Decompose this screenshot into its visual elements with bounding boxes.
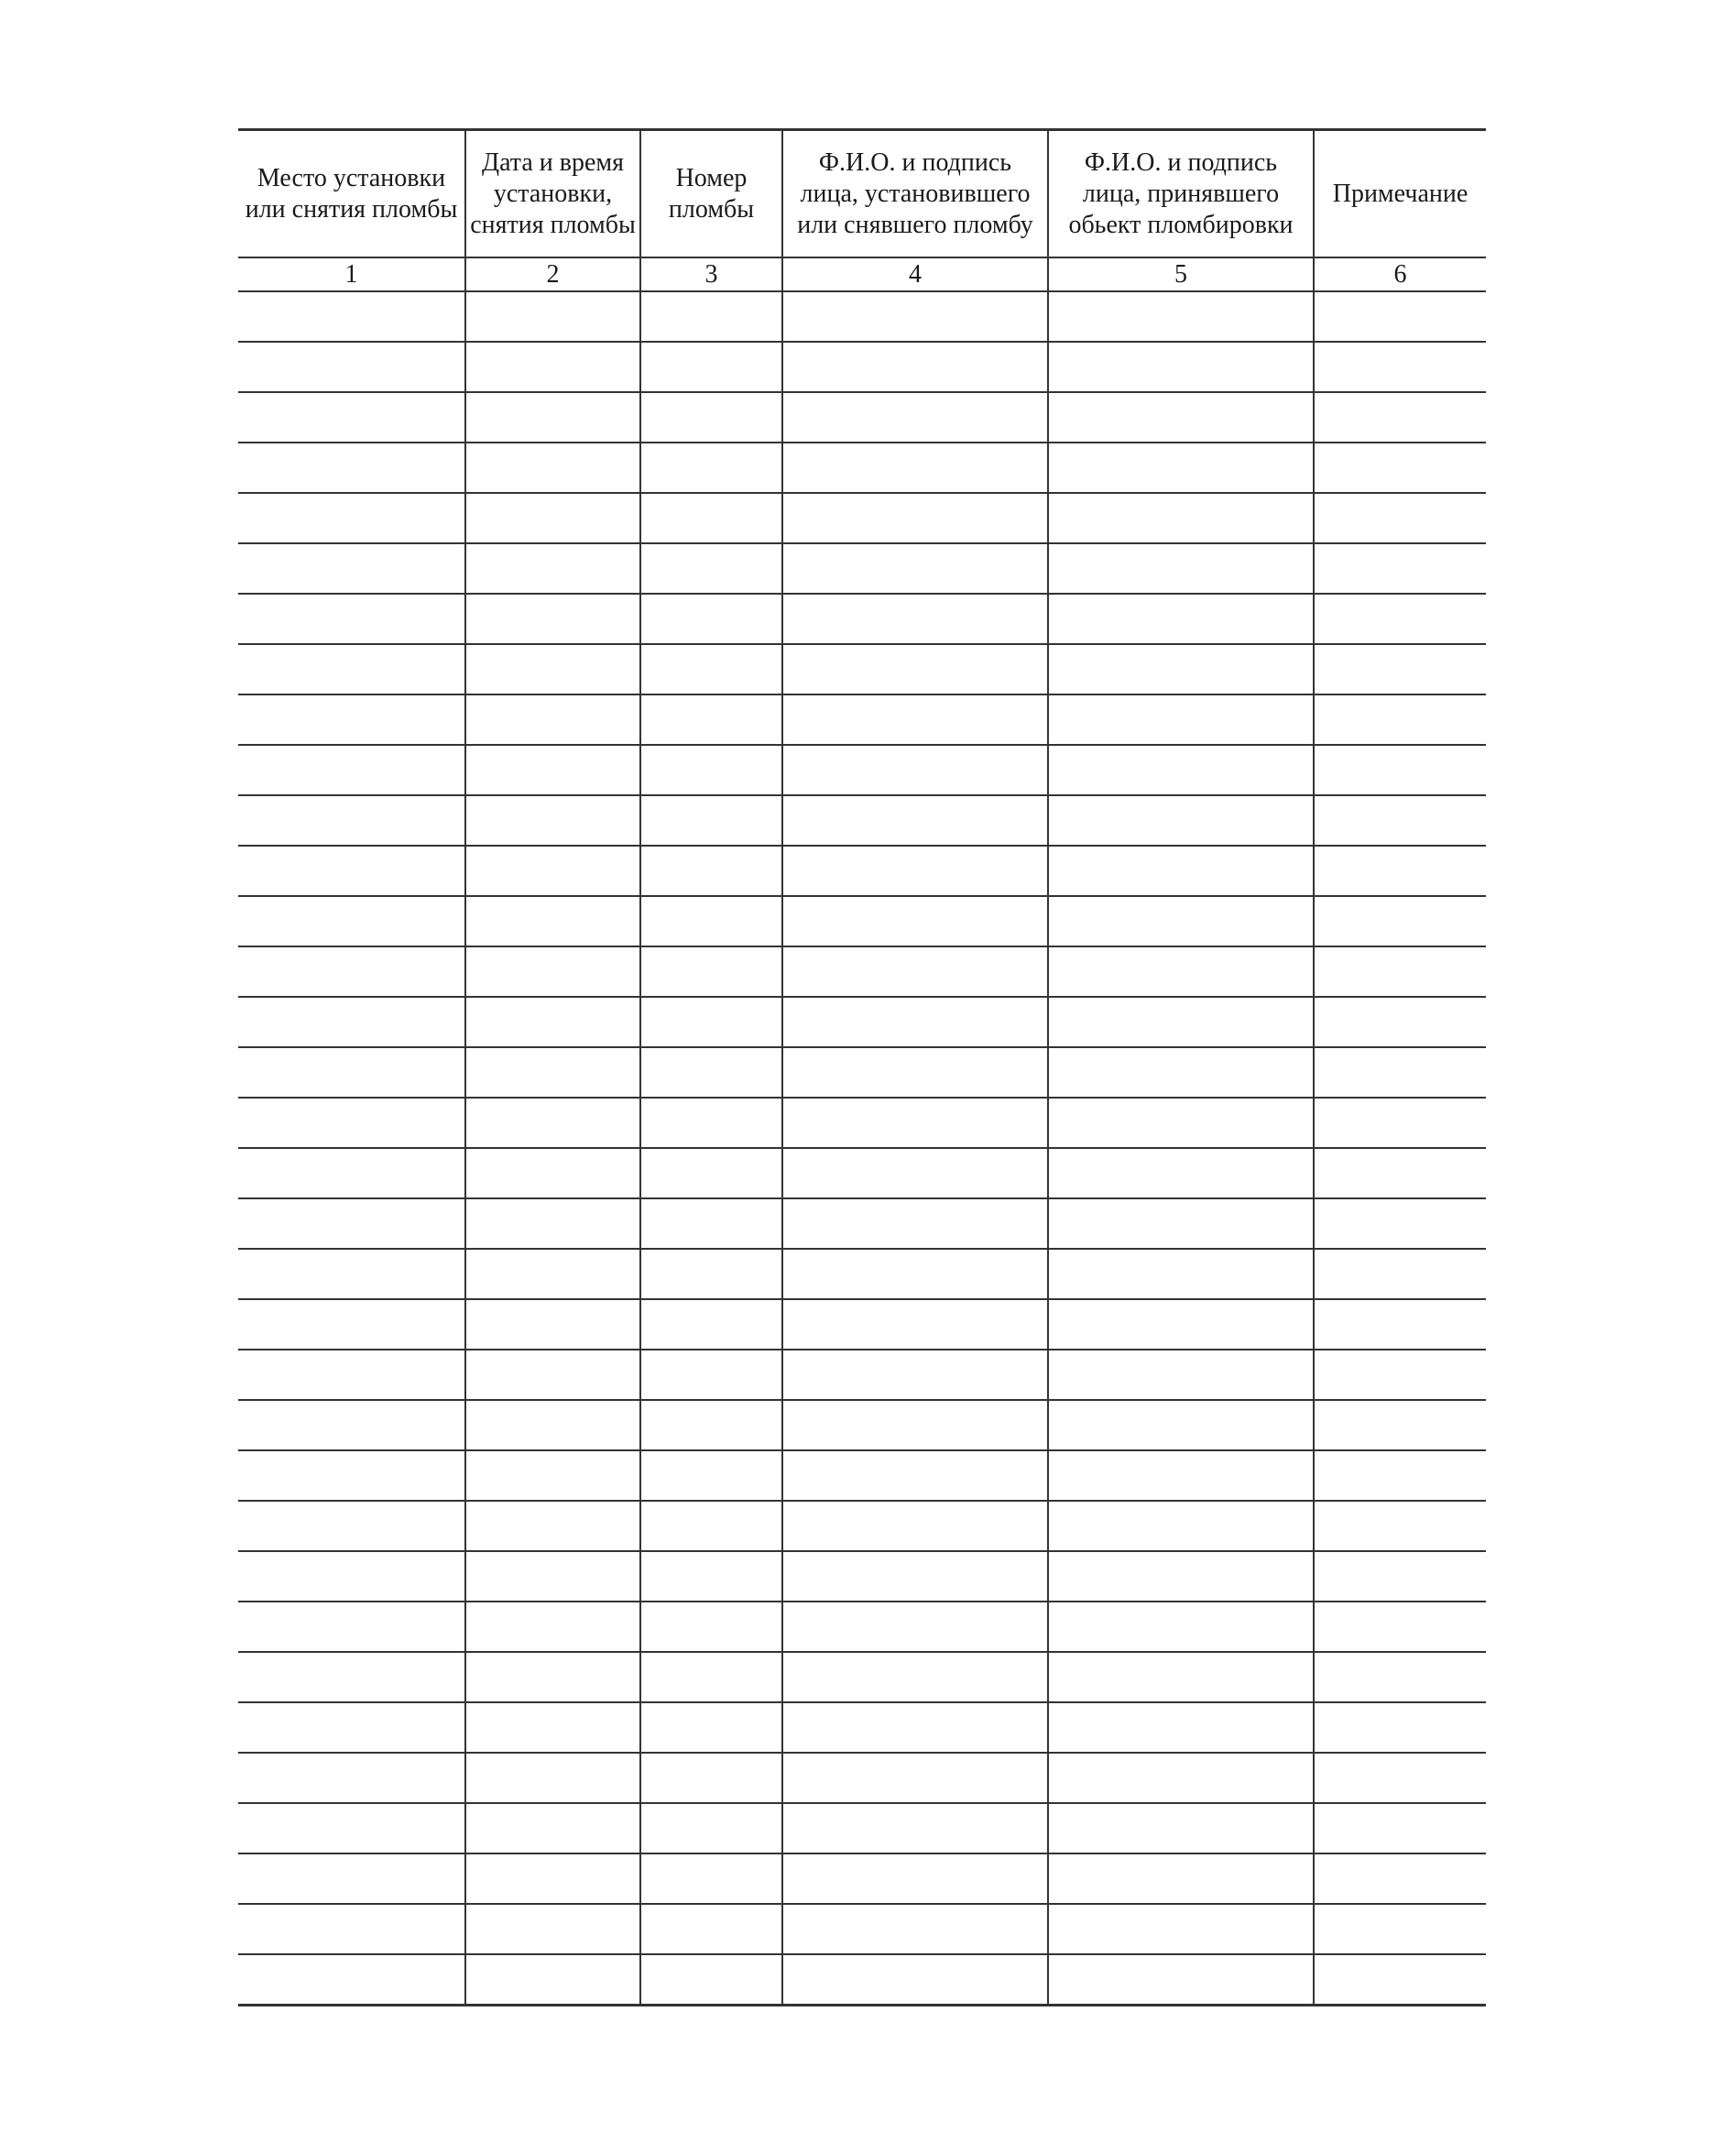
table-cell (640, 1350, 782, 1400)
table-cell (1048, 392, 1314, 443)
table-cell (1048, 946, 1314, 997)
table-cell (1314, 997, 1486, 1047)
table-cell (465, 1148, 640, 1198)
table-cell (782, 745, 1048, 795)
column-number: 6 (1314, 257, 1486, 291)
table-cell (465, 543, 640, 594)
table-cell (1314, 594, 1486, 644)
table-cell (238, 1047, 465, 1098)
table-row (238, 594, 1486, 644)
table-cell (1048, 1400, 1314, 1450)
table-cell (640, 1148, 782, 1198)
table-cell (782, 997, 1048, 1047)
table-cell (640, 1853, 782, 1904)
table-cell (782, 1299, 1048, 1350)
table-cell (782, 846, 1048, 896)
table-cell (782, 1954, 1048, 2006)
table-cell (465, 896, 640, 946)
table-cell (782, 1148, 1048, 1198)
table-cell (782, 443, 1048, 493)
table-cell (465, 745, 640, 795)
table-cell (640, 1551, 782, 1602)
table-cell (782, 493, 1048, 543)
table-cell (1048, 1954, 1314, 2006)
table-cell (1314, 896, 1486, 946)
header-receiver: Ф.И.О. и подпись лица, принявшего обьект пломбировки (1048, 130, 1314, 258)
table-cell (782, 1702, 1048, 1753)
table-cell (465, 594, 640, 644)
seal-log-table (238, 128, 1486, 2006)
table-cell (1048, 594, 1314, 644)
table-cell (238, 1551, 465, 1602)
table-cell (640, 291, 782, 342)
table-cell (640, 543, 782, 594)
table-cell (782, 1803, 1048, 1853)
table-cell (465, 946, 640, 997)
table-cell (238, 946, 465, 997)
table-cell (465, 1904, 640, 1954)
table-cell (640, 694, 782, 745)
table-cell (782, 896, 1048, 946)
table-row (238, 1350, 1486, 1400)
table-cell (1048, 1602, 1314, 1652)
table-cell (465, 1652, 640, 1702)
table-row (238, 997, 1486, 1047)
table-cell (1048, 745, 1314, 795)
table-row (238, 644, 1486, 694)
table-cell (1314, 493, 1486, 543)
table-cell (640, 896, 782, 946)
table-row (238, 1098, 1486, 1148)
header-datetime: Дата и время установки, снятия пломбы (465, 130, 640, 258)
column-number-row (238, 257, 1486, 291)
table-cell (1314, 443, 1486, 493)
table-cell (640, 342, 782, 392)
table-cell (782, 1047, 1048, 1098)
table-cell (238, 1602, 465, 1652)
table-row (238, 1904, 1486, 1954)
table-cell (465, 1299, 640, 1350)
table-cell (238, 846, 465, 896)
table-cell (1048, 1853, 1314, 1904)
table-cell (238, 896, 465, 946)
table-row (238, 1249, 1486, 1299)
table-cell (238, 1803, 465, 1853)
table-cell (782, 1501, 1048, 1551)
table-cell (1048, 493, 1314, 543)
table-cell (465, 1803, 640, 1853)
table-cell (465, 1198, 640, 1249)
table-cell (1314, 1400, 1486, 1450)
table-cell (465, 644, 640, 694)
table-row (238, 1450, 1486, 1501)
table-cell (1048, 1299, 1314, 1350)
table-cell (238, 1702, 465, 1753)
table-cell (782, 946, 1048, 997)
table-row (238, 1501, 1486, 1551)
table-cell (238, 1450, 465, 1501)
table-cell (640, 1198, 782, 1249)
table-cell (238, 1753, 465, 1803)
table-cell (640, 1803, 782, 1853)
column-number: 2 (465, 257, 640, 291)
table-cell (238, 1299, 465, 1350)
table-cell (1048, 443, 1314, 493)
table-cell (1048, 342, 1314, 392)
table-cell (238, 644, 465, 694)
table-cell (1048, 1098, 1314, 1148)
table-cell (1314, 644, 1486, 694)
table-cell (782, 1602, 1048, 1652)
table-cell (782, 342, 1048, 392)
table-body (238, 291, 1486, 2006)
table-cell (1314, 1803, 1486, 1853)
table-cell (1314, 1501, 1486, 1551)
table-cell (1048, 1501, 1314, 1551)
table-row (238, 392, 1486, 443)
table-cell (1048, 1652, 1314, 1702)
table-cell (465, 342, 640, 392)
table-row (238, 795, 1486, 846)
table-row (238, 1652, 1486, 1702)
table-cell (640, 644, 782, 694)
table-cell (1314, 1299, 1486, 1350)
table-cell (782, 1652, 1048, 1702)
table-cell (1048, 1904, 1314, 1954)
table-cell (782, 1753, 1048, 1803)
header-installer: Ф.И.О. и подпись лица, установившего или снявшего пломбу (782, 130, 1048, 258)
table-cell (238, 1904, 465, 1954)
table-cell (1314, 1904, 1486, 1954)
table-cell (238, 291, 465, 342)
table-cell (238, 1198, 465, 1249)
table-cell (465, 1753, 640, 1803)
table-cell (1314, 946, 1486, 997)
table-cell (465, 694, 640, 745)
table-cell (1314, 846, 1486, 896)
table-cell (640, 594, 782, 644)
table-cell (238, 342, 465, 392)
table-row (238, 1702, 1486, 1753)
table-row (238, 291, 1486, 342)
column-number: 4 (782, 257, 1048, 291)
table-cell (640, 1702, 782, 1753)
table-cell (640, 1098, 782, 1148)
table-row (238, 443, 1486, 493)
table-cell (238, 543, 465, 594)
table-cell (782, 594, 1048, 644)
table-cell (640, 392, 782, 443)
header-row (238, 130, 1486, 258)
table-cell (1048, 1148, 1314, 1198)
table-cell (465, 795, 640, 846)
table-cell (1048, 1350, 1314, 1400)
table-row (238, 342, 1486, 392)
table-row (238, 1954, 1486, 2006)
header-location: Место установки или снятия пломбы (238, 130, 465, 258)
table-row (238, 1299, 1486, 1350)
table-cell (238, 594, 465, 644)
table-cell (640, 997, 782, 1047)
table-cell (640, 1450, 782, 1501)
table-cell (1314, 1249, 1486, 1299)
table-cell (1048, 1702, 1314, 1753)
table-cell (1314, 1551, 1486, 1602)
table-cell (1048, 1047, 1314, 1098)
table-cell (238, 795, 465, 846)
table-cell (1048, 795, 1314, 846)
table-cell (640, 1299, 782, 1350)
table-cell (1314, 342, 1486, 392)
table-row (238, 1602, 1486, 1652)
table-cell (640, 493, 782, 543)
table-cell (238, 493, 465, 543)
table-cell (238, 1098, 465, 1148)
table-cell (640, 1904, 782, 1954)
table-cell (1048, 1450, 1314, 1501)
table-cell (640, 946, 782, 997)
table-row (238, 1753, 1486, 1803)
table-cell (465, 291, 640, 342)
table-cell (465, 1047, 640, 1098)
table-cell (238, 1853, 465, 1904)
table-cell (1314, 1350, 1486, 1400)
table-row (238, 1803, 1486, 1853)
table-cell (1314, 745, 1486, 795)
table-cell (1048, 896, 1314, 946)
table-cell (782, 1249, 1048, 1299)
table-cell (465, 1400, 640, 1450)
table-cell (640, 846, 782, 896)
table-cell (465, 1702, 640, 1753)
table-cell (465, 1853, 640, 1904)
table-cell (782, 291, 1048, 342)
table-cell (640, 745, 782, 795)
table-cell (465, 493, 640, 543)
table-cell (1314, 1702, 1486, 1753)
column-number: 1 (238, 257, 465, 291)
table-cell (1048, 1803, 1314, 1853)
table-cell (465, 1450, 640, 1501)
table-cell (1314, 392, 1486, 443)
table-cell (1048, 1551, 1314, 1602)
header-seal-number: Номер пломбы (640, 130, 782, 258)
table-row (238, 846, 1486, 896)
table-cell (1314, 1198, 1486, 1249)
table-cell (640, 443, 782, 493)
table-cell (1314, 1450, 1486, 1501)
table-cell (782, 1450, 1048, 1501)
table-cell (238, 1148, 465, 1198)
table-cell (1048, 1753, 1314, 1803)
table-cell (782, 392, 1048, 443)
table-cell (640, 1249, 782, 1299)
table-cell (640, 1652, 782, 1702)
table-cell (782, 1350, 1048, 1400)
table-row (238, 896, 1486, 946)
table-cell (238, 745, 465, 795)
table-cell (238, 1501, 465, 1551)
table-row (238, 1198, 1486, 1249)
table-cell (238, 443, 465, 493)
table-cell (1314, 1954, 1486, 2006)
table-cell (640, 1602, 782, 1652)
table-cell (238, 1350, 465, 1400)
table-cell (640, 1753, 782, 1803)
table-cell (238, 392, 465, 443)
table-cell (465, 1249, 640, 1299)
table-cell (465, 1602, 640, 1652)
table-cell (1314, 795, 1486, 846)
table-row (238, 1148, 1486, 1198)
table-cell (1048, 997, 1314, 1047)
table-cell (1314, 1047, 1486, 1098)
table-cell (640, 1047, 782, 1098)
table-cell (640, 795, 782, 846)
table-row (238, 946, 1486, 997)
table-cell (1048, 694, 1314, 745)
table-cell (1314, 1753, 1486, 1803)
table-cell (465, 443, 640, 493)
table-cell (238, 1652, 465, 1702)
table-cell (1314, 694, 1486, 745)
table-row (238, 1551, 1486, 1602)
table-cell (640, 1954, 782, 2006)
table-cell (1048, 1249, 1314, 1299)
table-cell (1048, 543, 1314, 594)
table-row (238, 1853, 1486, 1904)
table-cell (782, 1551, 1048, 1602)
table-cell (238, 1249, 465, 1299)
column-number: 5 (1048, 257, 1314, 291)
table-cell (465, 392, 640, 443)
table-row (238, 694, 1486, 745)
table-cell (1314, 291, 1486, 342)
table-cell (1314, 1652, 1486, 1702)
table-cell (465, 1551, 640, 1602)
table-cell (1314, 543, 1486, 594)
table-cell (1048, 1198, 1314, 1249)
table-row (238, 1400, 1486, 1450)
table-cell (465, 1350, 640, 1400)
table-cell (640, 1501, 782, 1551)
table-cell (1314, 1602, 1486, 1652)
table-cell (782, 1098, 1048, 1148)
table-cell (238, 1400, 465, 1450)
table-cell (782, 694, 1048, 745)
column-number: 3 (640, 257, 782, 291)
table-cell (1048, 644, 1314, 694)
table-cell (465, 1954, 640, 2006)
table-cell (1314, 1098, 1486, 1148)
table-cell (782, 644, 1048, 694)
table-cell (465, 1501, 640, 1551)
table-cell (782, 1904, 1048, 1954)
table-cell (1314, 1853, 1486, 1904)
table-cell (465, 997, 640, 1047)
table-row (238, 493, 1486, 543)
table-cell (465, 1098, 640, 1148)
table-cell (238, 1954, 465, 2006)
table-row (238, 745, 1486, 795)
table-row (238, 543, 1486, 594)
table-cell (238, 694, 465, 745)
table-cell (782, 1853, 1048, 1904)
table-cell (1048, 291, 1314, 342)
table-row (238, 1047, 1486, 1098)
table-cell (640, 1400, 782, 1450)
table-cell (1314, 1148, 1486, 1198)
table-cell (1048, 846, 1314, 896)
header-note: Примечание (1314, 130, 1486, 258)
table-cell (782, 1400, 1048, 1450)
table-cell (465, 846, 640, 896)
table-cell (782, 543, 1048, 594)
table-cell (238, 997, 465, 1047)
table-cell (782, 1198, 1048, 1249)
table-cell (782, 795, 1048, 846)
